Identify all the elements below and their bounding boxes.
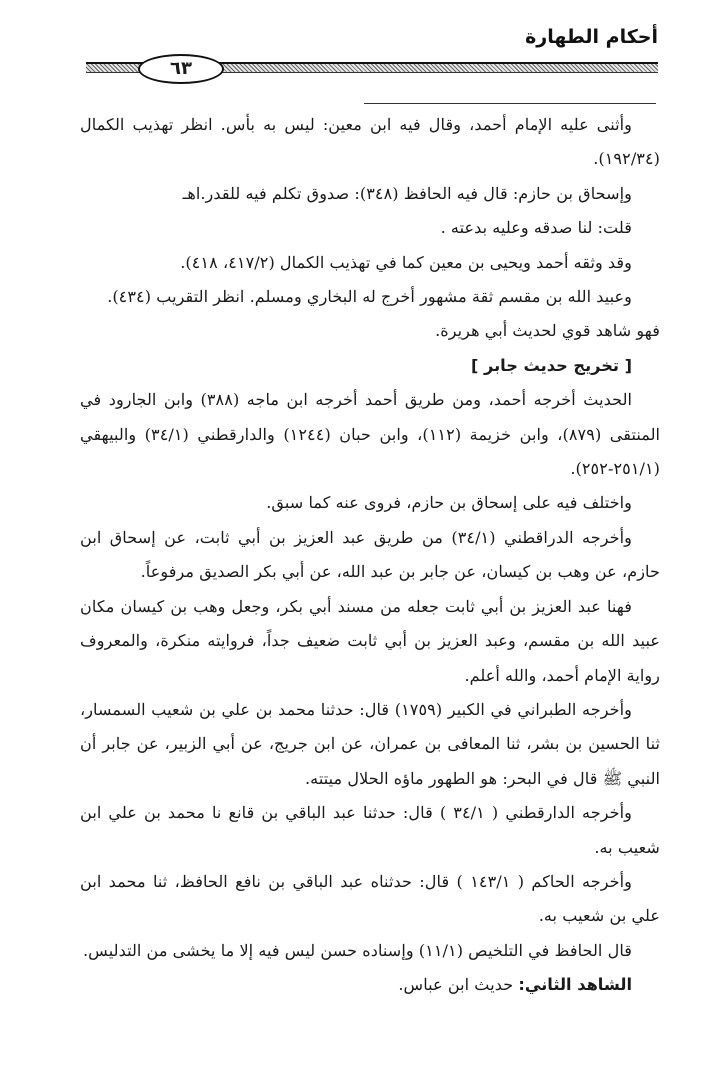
- witness-text: حديث ابن عباس.: [398, 975, 519, 995]
- separator-rule: [364, 103, 656, 104]
- paragraph: فهو شاهد قوي لحديث أبي هريرة.: [435, 321, 660, 341]
- paragraph: وعبيد الله بن مقسم ثقة مشهور أخرج له البخاري ومسلم. انظر التقريب (٤٣٤).: [107, 287, 632, 307]
- paragraph: وأخرجه الطبراني في الكبير (١٧٥٩) قال: حدثنا محمد بن علي بن شعيب السمسار، ثنا الحسين بن بشر، ثنا المعافى بن عمران، عن ابن جريج، عن أبي الزبير، عن جابر أن النبي ﷺ قال في البحر: هو الطهور ماؤه الحلال ميتته.: [80, 699, 660, 788]
- paragraph: واختلف فيه على إسحاق بن حازم، فروى عنه كما سبق.: [266, 493, 632, 513]
- page-number: ٦٣: [138, 54, 224, 84]
- witness-label: الشاهد الثاني:: [518, 975, 632, 995]
- paragraph: فهنا عبد العزيز بن أبي ثابت جعله من مسند أبي بكر، وجعل وهب بن كيسان مكان عبيد الله بن مقسم، وعبد العزيز بن أبي ثابت ضعيف جداً، فروايته منكرة، والمعروف رواية الإمام أحمد، والله أعلم.: [80, 596, 660, 685]
- paragraph: وأخرجه الحاكم ( ١٤٣/١ ) قال: حدثناه عبد الباقي بن نافع الحافظ، ثنا محمد ابن علي بن شعيب به.: [80, 871, 660, 926]
- paragraph: قال الحافظ في التلخيص (١١/١) وإسناده حسن ليس فيه إلا ما يخشى من التدليس.: [82, 940, 632, 960]
- paragraph: وأثنى عليه الإمام أحمد، وقال فيه ابن معين: ليس به بأس. انظر تهذيب الكمال (١٩٢/٣٤).: [80, 115, 660, 169]
- section-heading: [ تخريج حديث جابر ]: [470, 355, 632, 375]
- paragraph: قلت: لنا صدقه وعليه بدعته .: [440, 218, 632, 238]
- paragraph: الحديث أخرجه أحمد، ومن طريق أحمد أخرجه ابن ماجه (٣٨٨) وابن الجارود في المنتقى (٨٧٩)، وابن خزيمة (١١٢)، وابن حبان (١٢٤٤) والدارقطني (٣٤/١) والبيهقي (٢٥١/١-٢٥٢).: [80, 390, 661, 479]
- paragraph: وأخرجه الدراقطني (٣٤/١) من طريق عبد العزيز بن أبي ثابت، عن إسحاق ابن حازم، عن وهب بن كيسان، عن جابر بن عبد الله، عن أبي بكر الصديق مرفوعاً.: [80, 527, 660, 582]
- last-paragraph: [80, 968, 660, 1002]
- paragraph: وقد وثقه أحمد ويحيى بن معين كما في تهذيب الكمال (٤١٧/٢، ٤١٨).: [180, 252, 632, 272]
- page-header: [86, 14, 658, 79]
- book-title: أحكام الطهارة: [525, 26, 658, 48]
- paragraph: وإسحاق بن حازم: قال فيه الحافظ (٣٤٨): صدوق تكلم فيه للقدر.اهـ: [182, 183, 632, 203]
- body-text: [80, 108, 660, 1003]
- paragraph: وأخرجه الدارقطني ( ٣٤/١ ) قال: حدثنا عبد الباقي بن قانع نا محمد بن علي ابن شعيب به.: [80, 803, 660, 857]
